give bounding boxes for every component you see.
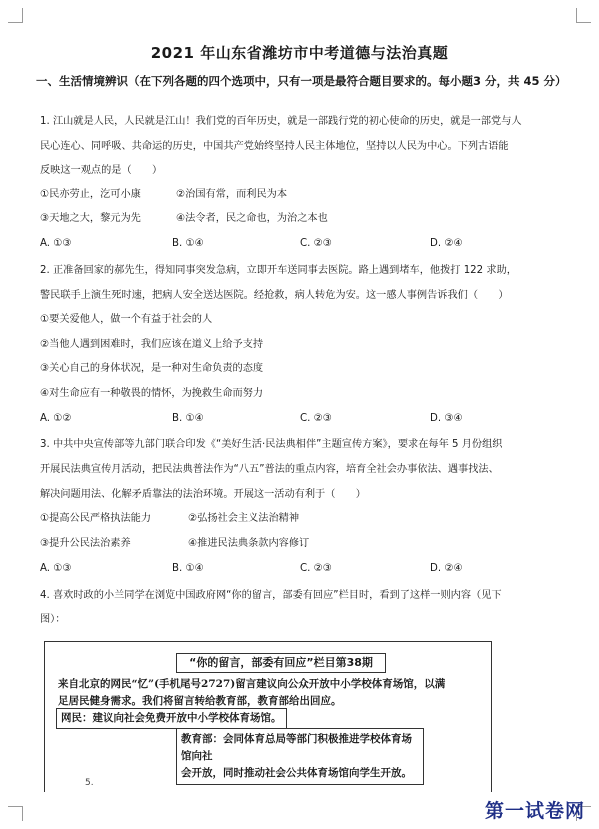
- q2-item-4: ④对生命应有一种敬畏的情怀，为挽救生命而努力: [40, 388, 264, 399]
- q2-line-2: 警民联手上演生死时速，把病人安全送达医院。经抢救，病人转危为安。这一感人事例告诉我们（ ）: [40, 290, 509, 301]
- q3-line-3: 解决问题用法、化解矛盾靠法的法治环境。开展这一活动有利于（ ）: [40, 489, 366, 500]
- q1-choice-d: D. ②④: [430, 238, 463, 249]
- q1-line-3: 反映这一观点的是（ ）: [40, 165, 163, 176]
- figure-text-line-1: 来自北京的网民“忆”(手机尾号2727)留言建议向公众开放中小学校体育场馆，以满: [58, 678, 446, 690]
- q2-item-1: ①要关爱他人，做一个有益于社会的人: [40, 314, 213, 325]
- page-title: 2021 年山东省潍坊市中考道德与法治真题: [150, 44, 449, 62]
- q3-line-2: 开展民法典宣传月活动，把民法典普法作为“八五”普法的重点内容，培育全社会办事依法、遇事找法、: [40, 464, 499, 475]
- q2-line-1: 2. 正准备回家的郝先生，得知同事突发急病，立即开车送同事去医院。路上遇到堵车，他拨打 122 求助，: [40, 265, 517, 276]
- q3-choice-b: B. ①④: [172, 563, 204, 574]
- crop-mark-bottom-left: [8, 806, 23, 821]
- q2-choice-c: C. ②③: [300, 413, 332, 424]
- q4-line-1: 4. 喜欢时政的小兰同学在浏览中国政府网“你的留言，部委有回应”栏目时，看到了这样一则内容（见下: [40, 590, 502, 601]
- q1-line-2: 民心连心、同呼吸、共命运的历史，中国共产党始终坚持人民主体地位，坚持以人民为中心。下列古语能: [40, 141, 509, 152]
- q4-line-2: 图）：: [40, 614, 66, 625]
- crop-mark-top-right: [576, 8, 591, 23]
- ministry-reply-box: [176, 728, 424, 785]
- q2-choice-b: B. ①④: [172, 413, 204, 424]
- q1-line-1: 1. 江山就是人民，人民就是江山！我们党的百年历史，就是一部践行党的初心使命的历史，就是一部党与人: [40, 116, 522, 127]
- ministry-reply-line-2: 会开放，同时推动社会公共体育场馆向学生开放。: [181, 767, 412, 779]
- q1-item-3: ③天地之大，黎元为先: [40, 213, 141, 224]
- cut-off-text: 5.: [85, 778, 94, 788]
- figure-text-line-2: 足居民健身需求。我们将留言转给教育部，教育部给出回应。: [58, 695, 342, 707]
- figure-header: “你的留言，部委有回应”栏目第38期: [176, 653, 386, 673]
- q2-item-3: ③关心自己的身体状况，是一种对生命负责的态度: [40, 363, 264, 374]
- q1-item-2: ②治国有常，而利民为本: [176, 189, 288, 200]
- q3-item-2: ②弘扬社会主义法治精神: [188, 513, 300, 524]
- q1-item-1: ①民亦劳止，汔可小康: [40, 189, 141, 200]
- q2-choice-a: A. ①②: [40, 413, 72, 424]
- ministry-reply-line-1: 教育部：会同体育总局等部门积极推进学校体育场馆向社: [181, 733, 412, 762]
- q3-choice-d: D. ②④: [430, 563, 463, 574]
- q2-choice-d: D. ③④: [430, 413, 463, 424]
- q3-line-1: 3. 中共中央宣传部等九部门联合印发《“美好生活·民法典相伴”主题宣传方案》，要求在每年 5 月份组织: [40, 439, 503, 450]
- section-heading: 一、生活情境辨识（在下列各题的四个选项中，只有一项是最符合题目要求的。每小题3 分，共 45 分）: [36, 74, 567, 88]
- q3-item-3: ③提升公民法治素养: [40, 538, 131, 549]
- q3-item-4: ④推进民法典条款内容修订: [188, 538, 310, 549]
- site-watermark: 第一试卷网: [484, 800, 585, 822]
- crop-mark-top-left: [8, 8, 23, 23]
- q2-item-2: ②当他人遇到困难时，我们应该在道义上给予支持: [40, 339, 264, 350]
- q1-choice-b: B. ①④: [172, 238, 204, 249]
- q1-choice-c: C. ②③: [300, 238, 332, 249]
- q1-choice-a: A. ①③: [40, 238, 72, 249]
- q3-choice-a: A. ①③: [40, 563, 72, 574]
- q1-item-4: ④法令者，民之命也，为治之本也: [176, 213, 328, 224]
- q3-choice-c: C. ②③: [300, 563, 332, 574]
- netizen-box: 网民：建议向社会免费开放中小学校体育场馆。: [56, 708, 287, 729]
- q3-item-1: ①提高公民严格执法能力: [40, 513, 152, 524]
